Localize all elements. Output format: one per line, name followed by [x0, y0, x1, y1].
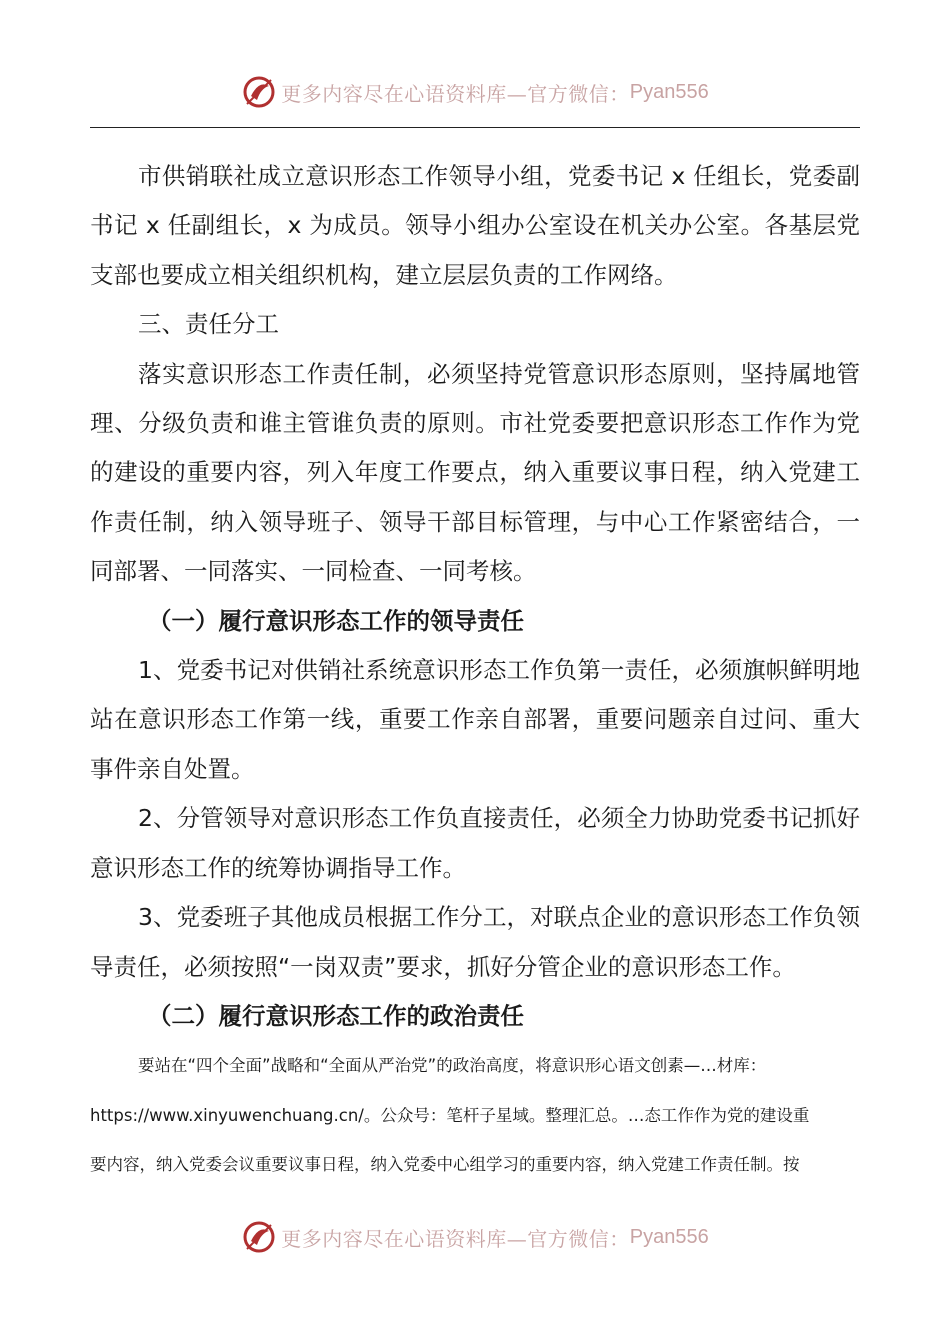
paragraph-leadership-group: 市供销联社成立意识形态工作领导小组，党委书记 x 任组长，党委副书记 x 任副组长，x 为成员。领导小组办公室设在机关办公室。各基层党支部也要成立相关组织机构，建立层层负责的工作网络。 [90, 162, 860, 289]
header-divider [90, 127, 860, 128]
section-heading-responsibility: 三、责任分工 [138, 310, 279, 339]
header-banner-text: 更多内容尽在心语资料库—官方微信： [281, 81, 630, 106]
small-line-2: https://www.xinyuwenchuang.cn/。公众号：笔杆子星域。整理汇总。…态工作作为党的建设重 [90, 1105, 810, 1125]
subheading-leadership-responsibility: （一）履行意识形态工作的领导责任 [148, 606, 524, 635]
footer-wechat-id: Pyan556 [629, 1225, 709, 1248]
header-wechat-id: Pyan556 [629, 80, 709, 103]
logo-icon [241, 1219, 277, 1255]
footer-banner [0, 1215, 950, 1259]
footer-banner-text: 更多内容尽在心语资料库—官方微信： [281, 1226, 630, 1251]
document-body [90, 152, 860, 1190]
small-line-1: 要站在“四个全面”战略和“全面从严治党”的政治高度，将意识形心语文创素—…材库： [138, 1056, 767, 1076]
paragraph-item-1: 1、党委书记对供销社系统意识形态工作负第一责任，必须旗帜鲜明地站在意识形态工作第一线，重要工作亲自部署，重要问题亲自过问、重大事件亲自处置。 [90, 656, 860, 783]
header-banner [0, 70, 950, 114]
small-line-3: 要内容，纳入党委会议重要议事日程，纳入党委中心组学习的重要内容，纳入党建工作责任制。按 [90, 1155, 800, 1175]
paragraph-item-2: 2、分管领导对意识形态工作负直接责任，必须全力协助党委书记抓好意识形态工作的统筹协调指导工作。 [90, 804, 860, 882]
logo-icon [241, 74, 277, 110]
paragraph-responsibility-system: 落实意识形态工作责任制，必须坚持党管意识形态原则，坚持属地管理、分级负责和谁主管谁负责的原则。市社党委要把意识形态工作作为党的建设的重要内容，列入年度工作要点，纳入重要议事日程，纳入党建工作责任制，纳入领导班子、领导干部目标管理，与中心工作紧密结合，一同部署、一同落实、一同检查、一同考核。 [90, 359, 860, 586]
subheading-political-responsibility: （二）履行意识形态工作的政治责任 [148, 1001, 524, 1030]
paragraph-item-3: 3、党委班子其他成员根据工作分工，对联点企业的意识形态工作负领导责任，必须按照“一岗双责”要求，抓好分管企业的意识形态工作。 [90, 903, 860, 981]
